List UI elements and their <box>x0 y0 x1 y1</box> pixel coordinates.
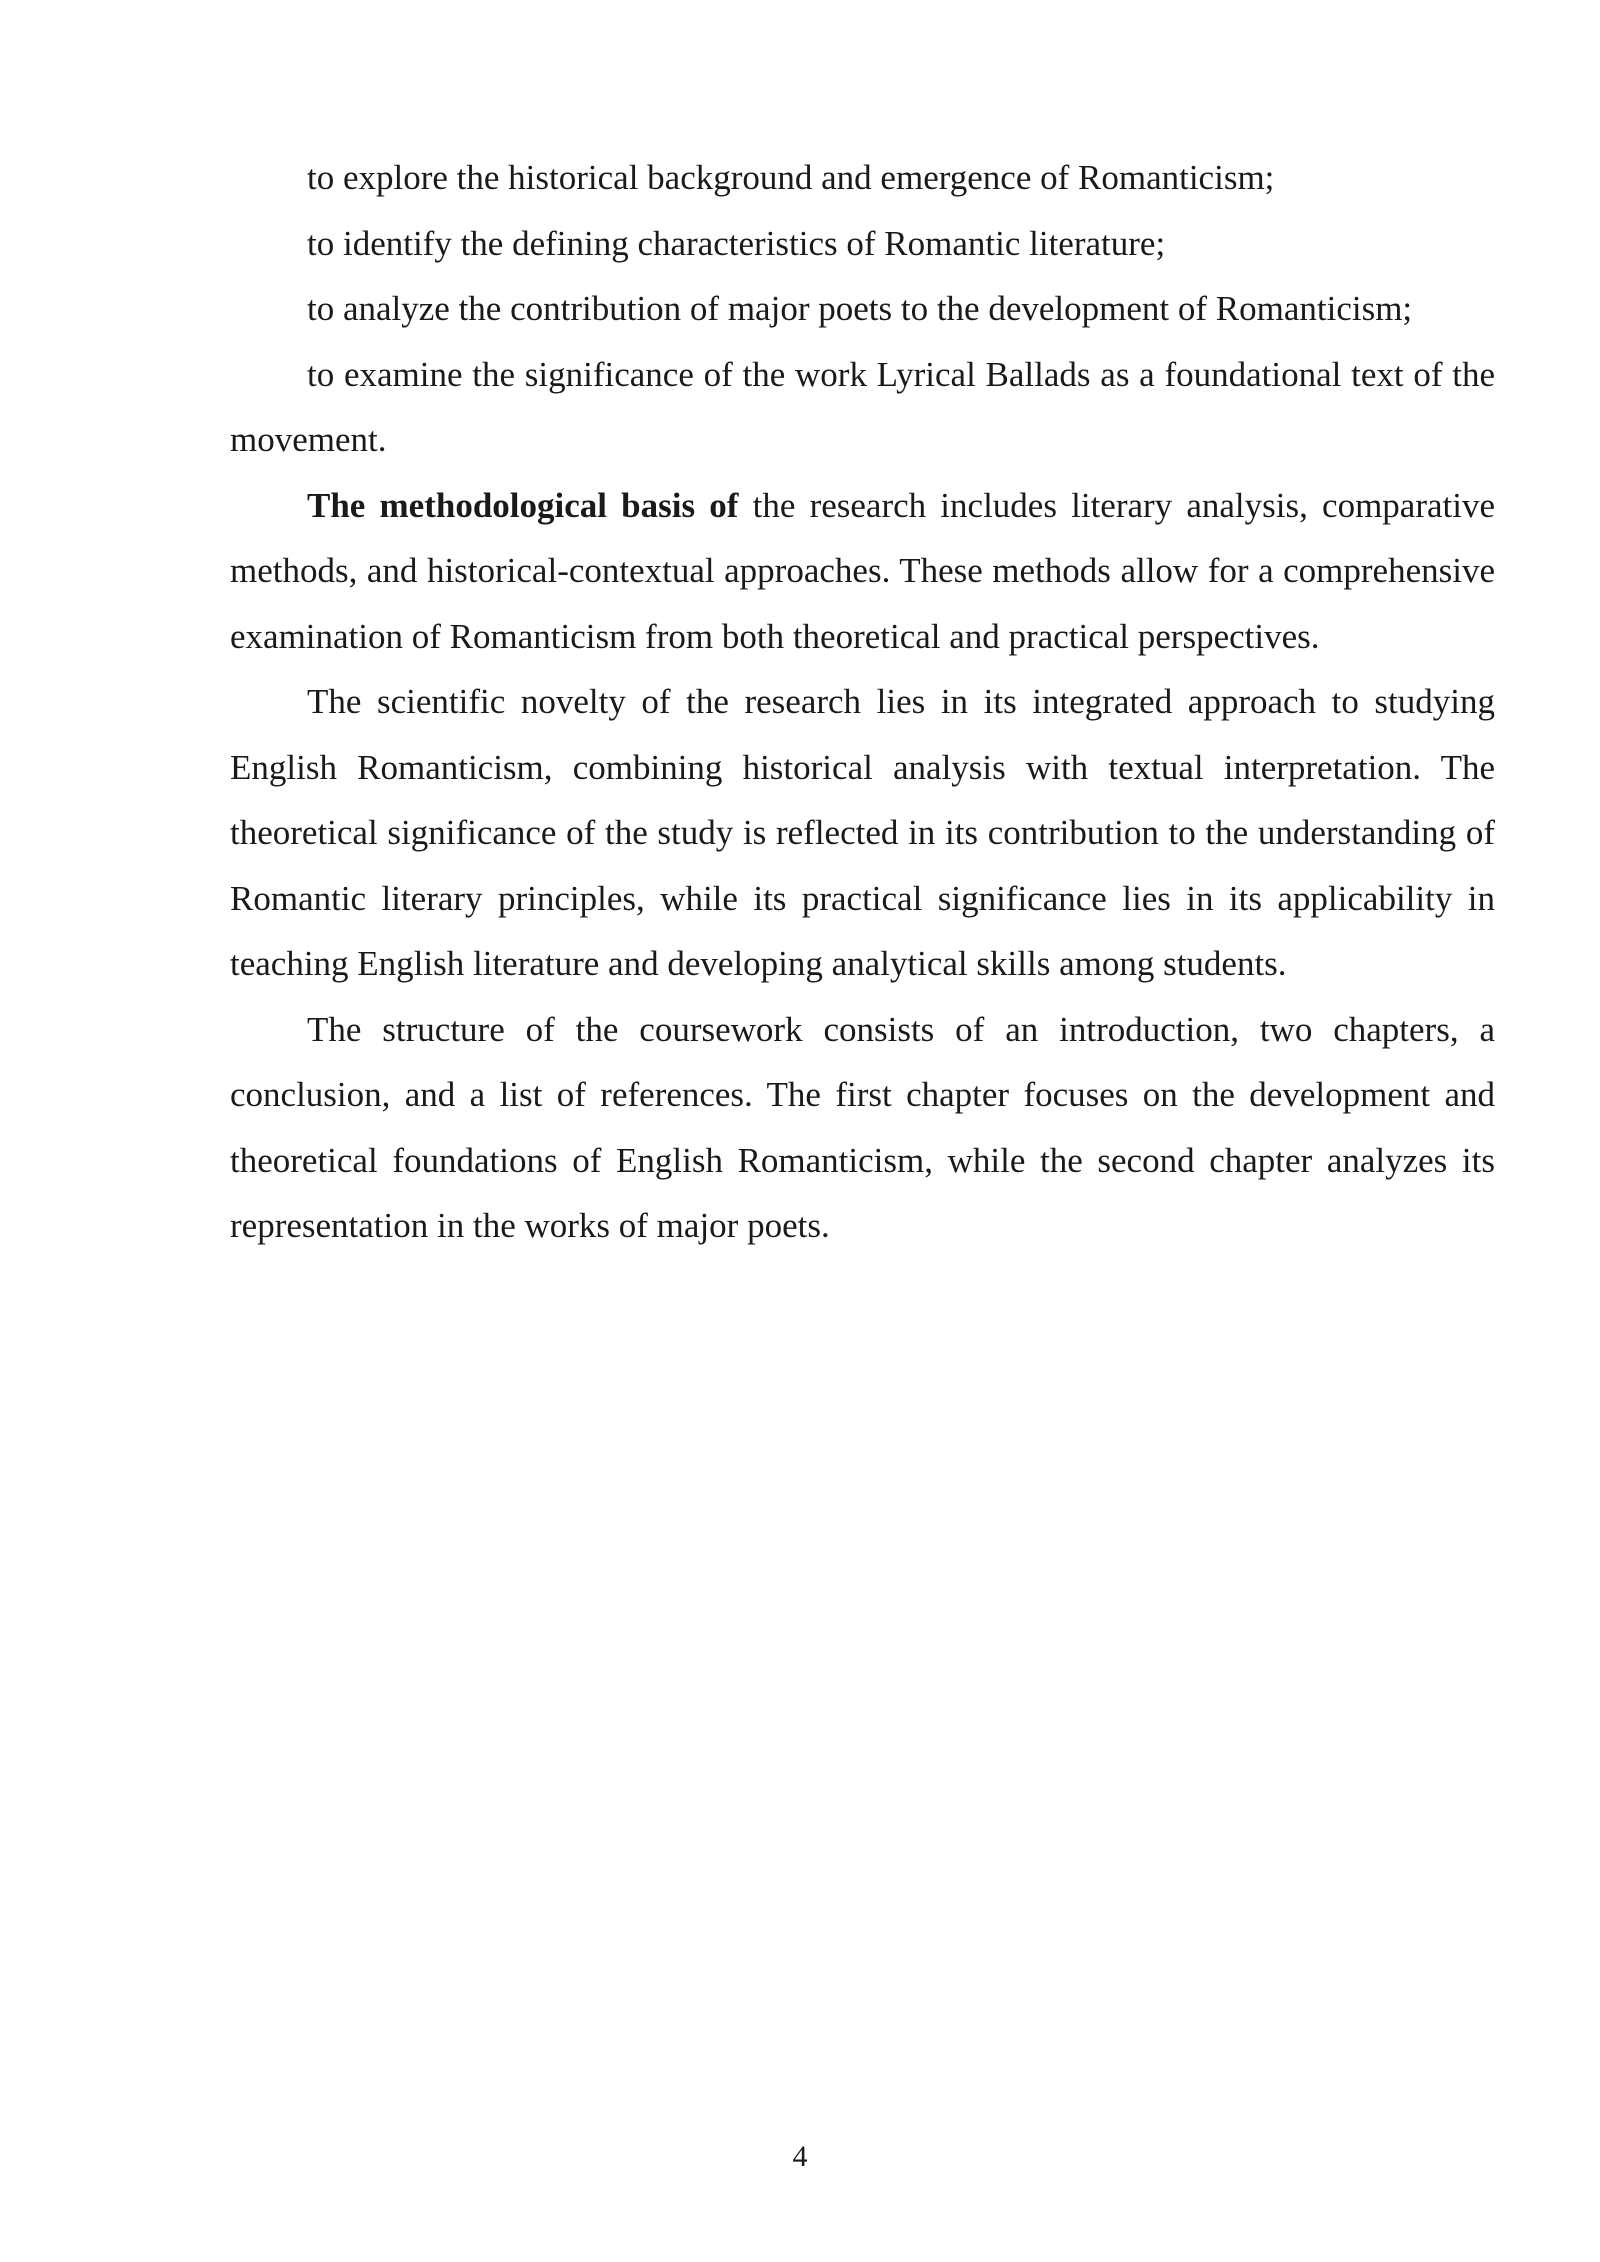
body-text <box>230 145 1495 1259</box>
methodology-paragraph <box>230 473 1495 670</box>
task-explore: to explore the historical background and emergence of Romanticism; <box>307 158 1275 197</box>
page-number: 4 <box>792 2140 808 2173</box>
task-identify: to identify the defining characteristics of Romantic literature; <box>307 223 1166 263</box>
structure-paragraph: The structure of the coursework consists of an introduction, two chapters, a conclusion, and a list of references. The first chapter focuses on the development and theoretical foundations of English Romanticism, while the second chapter analyzes its representation in the works of major poets. <box>230 1009 1495 1245</box>
methodology-heading: The methodological basis of <box>307 485 739 525</box>
novelty-paragraph: The scientific novelty of the research lies in its integrated approach to studying English Romanticism, combining historical analysis with textual interpretation. The theoretical significance of the study is reflected in its contribution to the understanding of Romantic literary principles, while its practical significance lies in its applicability in teaching English literature and developing analytical skills among students. <box>230 682 1495 983</box>
methodology-text: the research includes literary analysis, comparative methods, and historical-contextual approaches. These methods allow for a comprehensive examination of Romanticism from both theoretical and practical perspectives. <box>230 485 1495 656</box>
task-analyze: to analyze the contribution of major poets to the development of Romanticism; <box>307 289 1413 328</box>
task-examine: to examine the significance of the work Lyrical Ballads as a foundational text of the movement. <box>230 354 1495 459</box>
